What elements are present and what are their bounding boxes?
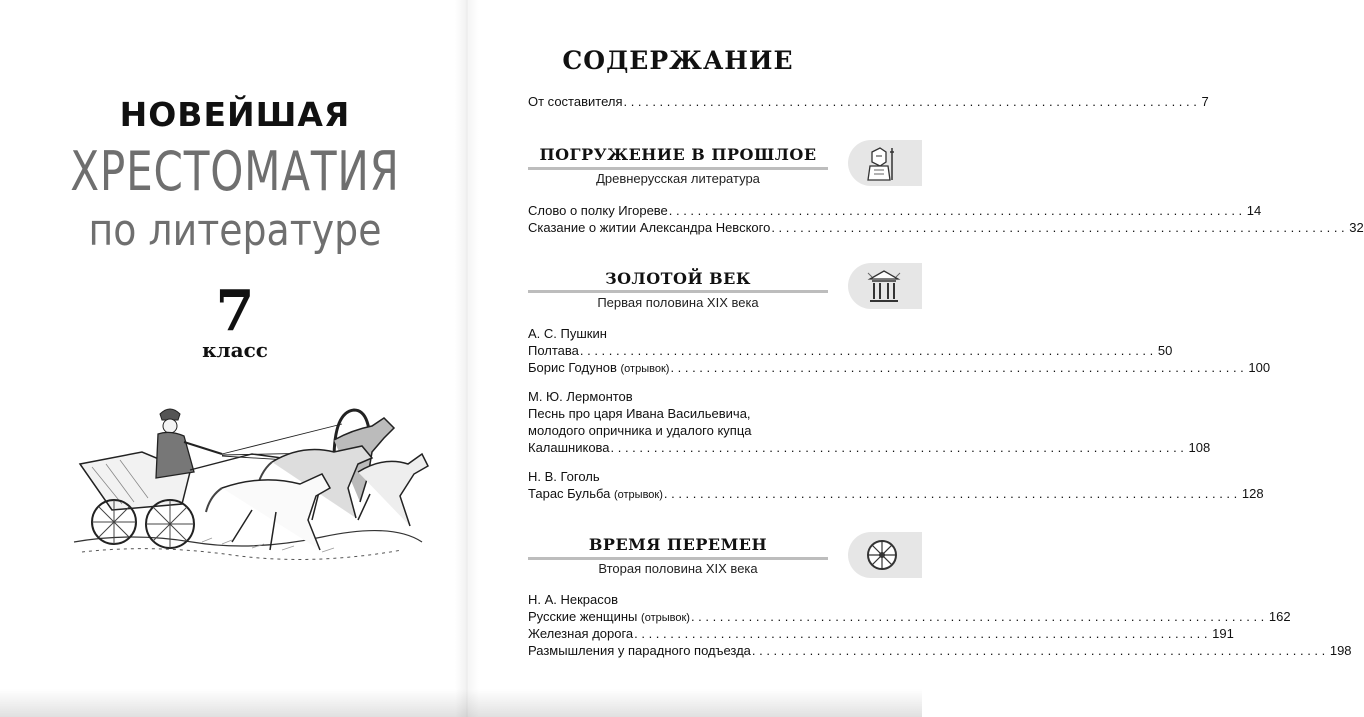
toc-page-number: 14 (1246, 203, 1262, 218)
toc-entry-title-line[interactable]: молодого опричника и удалого купца (528, 423, 752, 438)
toc-page-number: 162 (1268, 609, 1291, 624)
toc-entry[interactable] (528, 202, 1262, 220)
section-subtitle-past: Древнерусская литература (596, 171, 760, 186)
leader-dots: ................................................................................ (690, 609, 1268, 624)
toc-entry[interactable] (528, 342, 1173, 360)
toc-entry-title (528, 485, 663, 504)
author-name: Н. А. Некрасов (528, 592, 619, 607)
toc-entry-note: (отрывок) (613, 489, 663, 501)
toc-entry-title: От составителя (528, 94, 623, 109)
author-name: М. Ю. Лермонтов (528, 389, 633, 404)
toc-page-number: 108 (1188, 440, 1211, 455)
toc-page-number: 191 (1212, 626, 1234, 641)
toc-page-number: 32 (1349, 220, 1364, 235)
section-title-past: ПОГРУЖЕНИЕ В ПРОШЛОЕ (539, 145, 817, 164)
grade-word: класс (202, 338, 268, 362)
toc-entry-title: Железная дорога (528, 626, 634, 641)
toc-entry-title-text: Тарас Бульба (528, 486, 611, 501)
cover-title-line1: НОВЕЙШАЯ (119, 95, 351, 134)
toc-entry-note: (отрывок) (620, 363, 670, 375)
toc-entry-title-line[interactable]: Песнь про царя Ивана Васильевича, (528, 406, 751, 421)
grade-number: 7 (215, 278, 255, 344)
section-tab-golden-age[interactable] (848, 263, 922, 309)
toc-entry[interactable] (528, 625, 1234, 643)
leader-dots: ................................................................................ (668, 203, 1246, 218)
toc-entry-title-text: Борис Годунов (528, 360, 617, 375)
toc-entry[interactable] (528, 219, 1364, 237)
toc-page-number: 50 (1157, 343, 1173, 358)
toc-entry-title: Сказание о житии Александра Невского (528, 220, 771, 235)
toc-page-number: 128 (1241, 486, 1264, 501)
toc-entry-title (528, 359, 669, 378)
section-subtitle-changes: Вторая половина XIX века (598, 561, 758, 576)
section-divider (528, 557, 828, 560)
leader-dots: ................................................................................ (579, 343, 1157, 358)
toc-entry-title-text: Русские женщины (528, 609, 638, 624)
section-divider (528, 167, 828, 170)
leader-dots: ................................................................................ (670, 360, 1248, 375)
toc-entry-intro[interactable] (528, 93, 1209, 111)
toc-entry-title: Полтава (528, 343, 579, 358)
title-page (0, 0, 470, 717)
toc-entry-title: Размышления у парадного подъезда (528, 643, 751, 658)
section-tab-past[interactable] (848, 140, 922, 186)
cover-title-line3: по литературе (88, 205, 382, 256)
toc-page-number: 7 (1201, 94, 1209, 109)
leader-dots: ................................................................................ (751, 643, 1329, 658)
toc-entry-note: (отрывок) (641, 612, 690, 624)
cover-title-line2: ХРЕСТОМАТИЯ (70, 140, 400, 203)
toc-entry-title: Калашникова (528, 440, 610, 455)
section-tab-changes[interactable] (848, 532, 922, 578)
toc-page-number: 100 (1248, 360, 1271, 375)
toc-page-number: 198 (1329, 643, 1352, 658)
leader-dots: ................................................................................ (623, 94, 1201, 109)
toc-entry[interactable] (528, 439, 1211, 457)
troika-sleigh-illustration (72, 392, 432, 582)
wheel-icon (864, 536, 904, 574)
section-title-golden-age: ЗОЛОТОЙ ВЕК (605, 269, 751, 288)
knight-armor-icon (864, 144, 904, 182)
leader-dots: ................................................................................ (663, 486, 1241, 501)
toc-entry[interactable] (528, 359, 1271, 378)
section-title-changes: ВРЕМЯ ПЕРЕМЕН (588, 535, 768, 554)
contents-title: СОДЕРЖАНИЕ (562, 46, 794, 75)
book-gutter (455, 0, 479, 717)
section-subtitle-golden-age: Первая половина XIX века (597, 295, 759, 310)
toc-entry[interactable] (528, 485, 1264, 504)
classical-temple-icon (864, 267, 904, 305)
page-bottom-shadow (0, 689, 922, 717)
toc-entry[interactable] (528, 642, 1352, 660)
leader-dots: ................................................................................ (634, 626, 1212, 641)
author-name: А. С. Пушкин (528, 326, 607, 341)
contents-page (470, 0, 1364, 717)
leader-dots: ................................................................................ (610, 440, 1188, 455)
section-divider (528, 290, 828, 293)
author-name: Н. В. Гоголь (528, 469, 600, 484)
toc-entry-title: Слово о полку Игореве (528, 203, 668, 218)
leader-dots: ................................................................................ (771, 220, 1349, 235)
